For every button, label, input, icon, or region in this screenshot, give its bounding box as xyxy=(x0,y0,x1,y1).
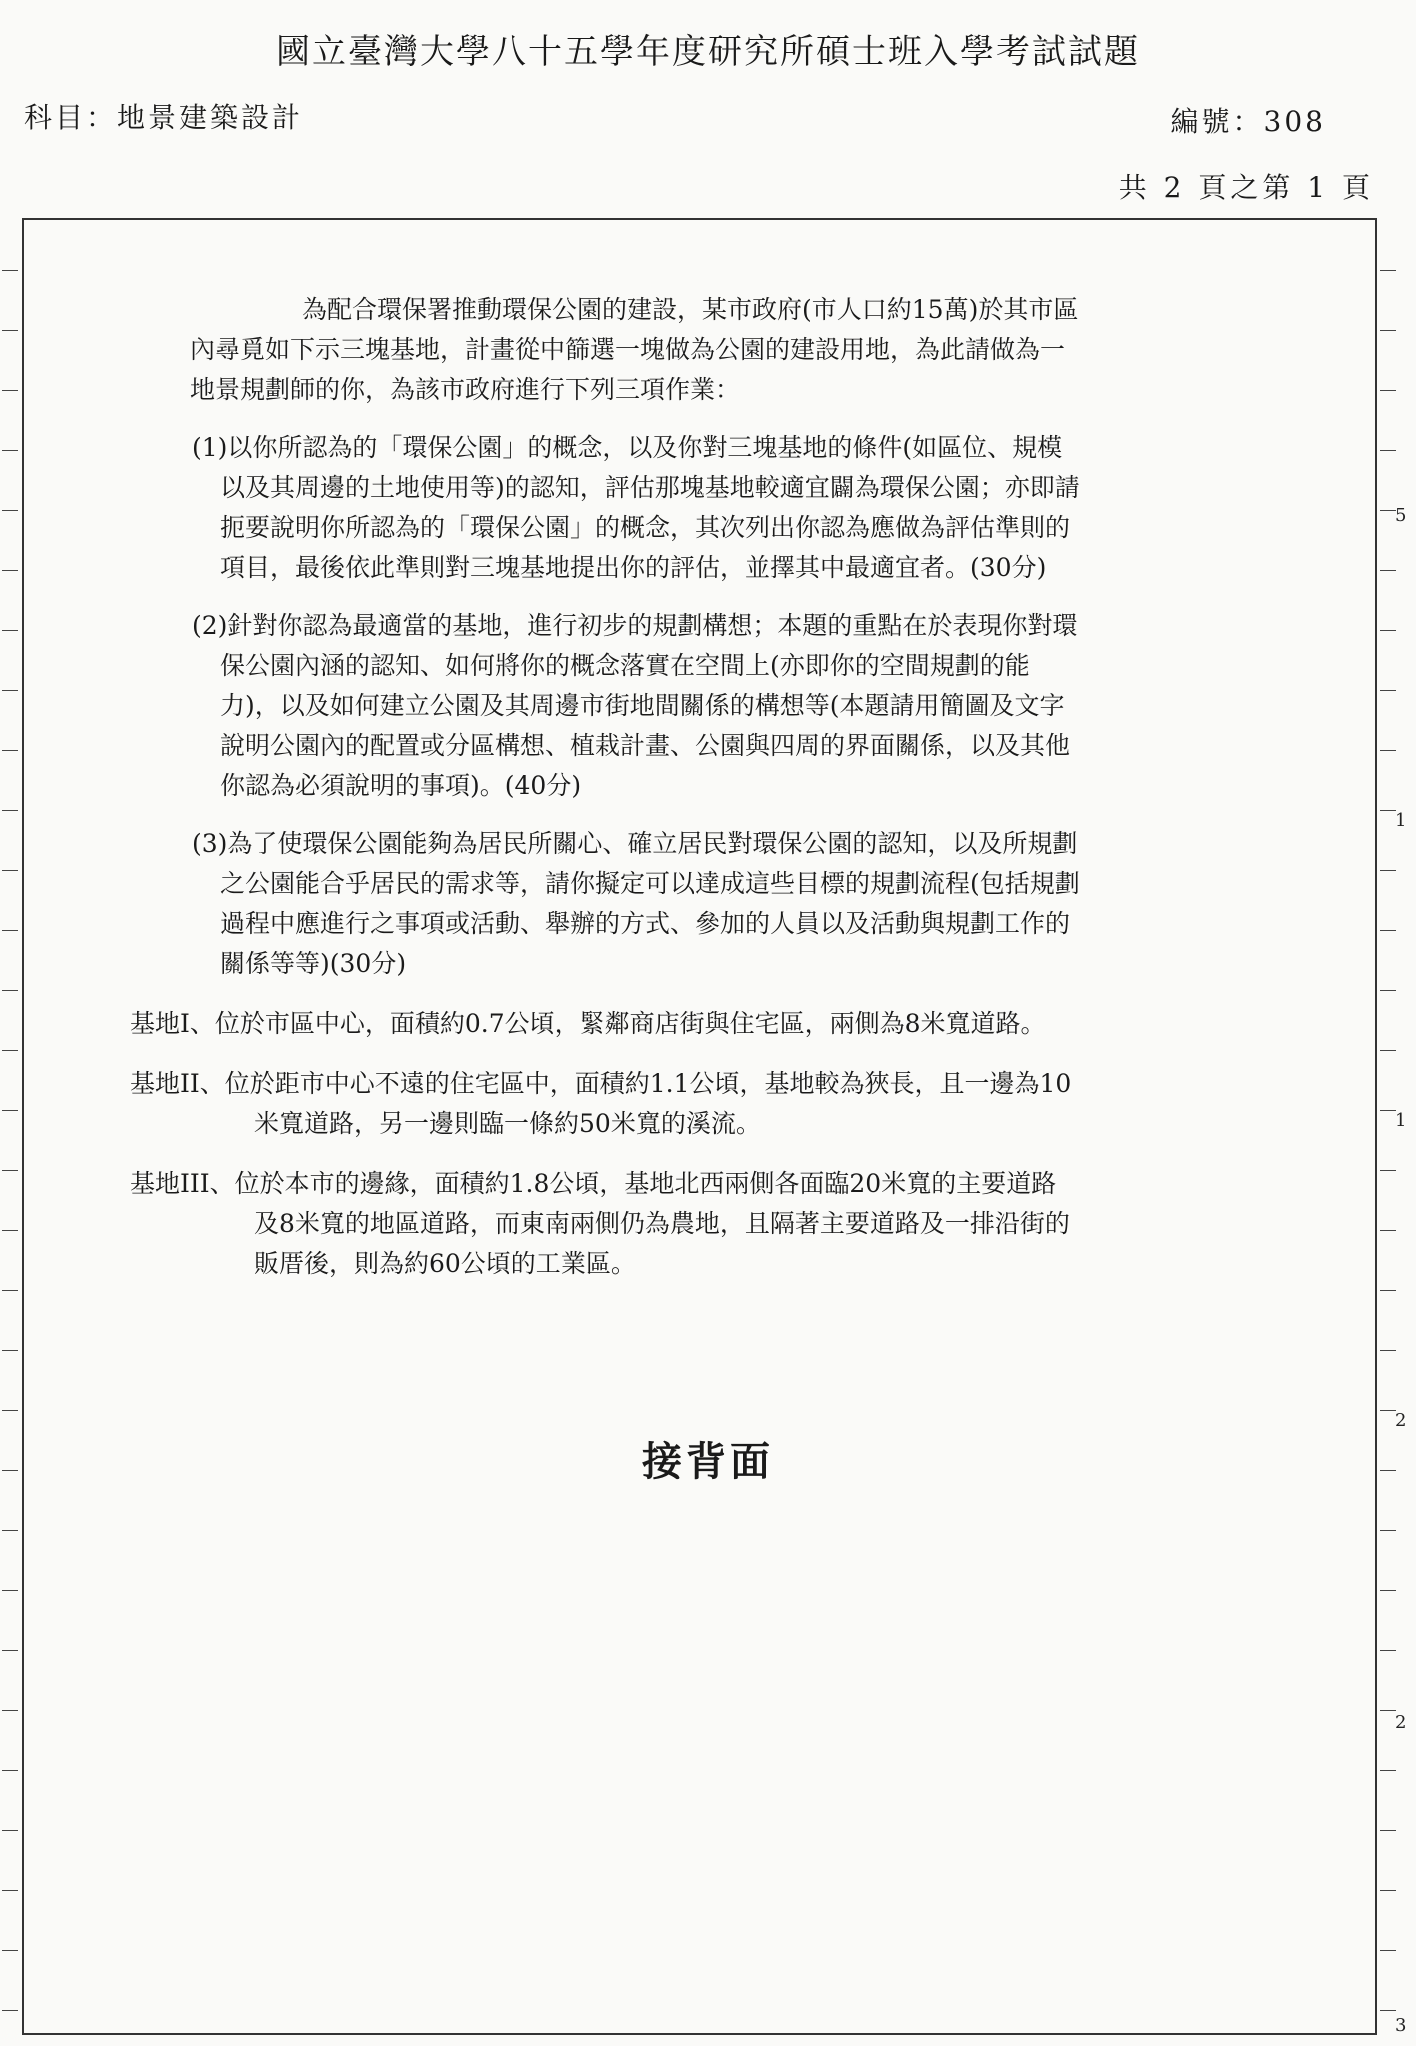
right-margin-tick xyxy=(1380,390,1396,391)
left-margin-tick xyxy=(2,870,18,871)
left-margin-tick xyxy=(2,1890,18,1891)
left-margin-tick xyxy=(2,1830,18,1831)
left-margin-tick xyxy=(2,930,18,931)
site-1: 基地I、位於市區中心，面積約0.7公頃，緊鄰商店街與住宅區，兩側為8米寬道路。 xyxy=(130,1009,1046,1038)
right-margin-tick xyxy=(1380,1650,1396,1651)
page-count: 共 2 頁之第 1 頁 xyxy=(1118,171,1374,204)
left-margin-tick xyxy=(2,810,18,811)
left-margin-tick xyxy=(2,630,18,631)
edge-number-4: 2 xyxy=(1395,1410,1407,1431)
exam-title: 國立臺灣大學八十五學年度研究所碩士班入學考試試題 xyxy=(276,32,1140,72)
right-margin-tick xyxy=(1380,1350,1396,1351)
left-margin-tick xyxy=(2,570,18,571)
right-margin-tick xyxy=(1380,990,1396,991)
left-margin-tick xyxy=(2,690,18,691)
left-margin-tick xyxy=(2,990,18,991)
edge-number-5: 2 xyxy=(1395,1712,1407,1733)
edge-number-3: 1 xyxy=(1395,1110,1407,1131)
left-margin-tick xyxy=(2,390,18,391)
right-margin-tick xyxy=(1380,330,1396,331)
right-margin-tick xyxy=(1380,1290,1396,1291)
right-margin-tick xyxy=(1380,690,1396,691)
left-margin-tick xyxy=(2,270,18,271)
question-body xyxy=(130,290,1080,1284)
continue-on-back-note: 接背面 xyxy=(642,1438,774,1485)
right-margin-tick xyxy=(1380,1110,1396,1111)
right-margin-tick xyxy=(1380,1410,1396,1411)
question-item-3: (3)為了使環保公園能夠為居民所關心、確立居民對環保公園的認知，以及所規劃之公園能合乎居民的需求等，請你擬定可以達成這些目標的規劃流程(包括規劃過程中應進行之事項或活動、舉辦的方式、參加的人員以及活動與規劃工作的關係等等)(30分) xyxy=(192,829,1080,978)
right-margin-tick xyxy=(1380,1230,1396,1231)
right-margin-tick xyxy=(1380,1950,1396,1951)
left-margin-tick xyxy=(2,1770,18,1771)
right-margin-tick xyxy=(1380,510,1396,511)
left-margin-tick xyxy=(2,2010,18,2011)
edge-number-6: 3 xyxy=(1395,2015,1407,2036)
question-item-1: (1)以你所認為的「環保公園」的概念，以及你對三塊基地的條件(如區位、規模以及其周邊的土地使用等)的認知，評估那塊基地較適宜闢為環保公園；亦即請扼要說明你所認為的「環保公園」的概念，其次列出你認為應做為評估準則的項目，最後依此準則對三塊基地提出你的評估，並擇其中最適宜者。(30分) xyxy=(192,433,1080,582)
right-margin-tick xyxy=(1380,930,1396,931)
left-margin-tick xyxy=(2,1650,18,1651)
edge-number-2: 1 xyxy=(1395,810,1407,831)
left-margin-tick xyxy=(2,1950,18,1951)
right-margin-tick xyxy=(1380,1830,1396,1831)
left-margin-tick xyxy=(2,1350,18,1351)
right-margin-tick xyxy=(1380,450,1396,451)
left-margin-tick xyxy=(2,750,18,751)
left-margin-tick xyxy=(2,1710,18,1711)
subject-label: 科目：地景建築設計 xyxy=(24,101,304,134)
site-2: 基地II、位於距市中心不遠的住宅區中，面積約1.1公頃，基地較為狹長，且一邊為10米寬道路，另一邊則臨一條約50米寬的溪流。 xyxy=(130,1069,1072,1138)
left-margin-tick xyxy=(2,1230,18,1231)
right-margin-tick xyxy=(1380,1170,1396,1171)
right-margin-tick xyxy=(1380,1890,1396,1891)
right-margin-tick xyxy=(1380,1710,1396,1711)
left-margin-tick xyxy=(2,1110,18,1111)
right-margin-tick xyxy=(1380,750,1396,751)
right-margin-tick xyxy=(1380,570,1396,571)
site-3: 基地III、位於本市的邊緣，面積約1.8公頃，基地北西兩側各面臨20米寬的主要道路及8米寬的地區道路，而東南兩側仍為農地，且隔著主要道路及一排沿街的販厝後，則為約60公頃的工業區。 xyxy=(130,1169,1070,1278)
right-margin-tick xyxy=(1380,270,1396,271)
left-margin-tick xyxy=(2,1290,18,1291)
question-item-2: (2)針對你認為最適當的基地，進行初步的規劃構想；本題的重點在於表現你對環保公園內涵的認知、如何將你的概念落實在空間上(亦即你的空間規劃的能力)，以及如何建立公園及其周邊市街地間關係的構想等(本題請用簡圖及文字說明公園內的配置或分區構想、植栽計畫、公園與四周的界面關係，以及其他你認為必須說明的事項)。(40分) xyxy=(192,611,1078,800)
right-margin-tick xyxy=(1380,810,1396,811)
left-margin-tick xyxy=(2,510,18,511)
left-margin-tick xyxy=(2,1170,18,1171)
intro-paragraph: 為配合環保署推動環保公園的建設，某市政府(市人口約15萬)於其市區內尋覓如下示三塊基地，計畫從中篩選一塊做為公園的建設用地，為此請做為一地景規劃師的你，為該市政府進行下列三項作業： xyxy=(190,295,1079,404)
right-margin-tick xyxy=(1380,1530,1396,1531)
left-margin-tick xyxy=(2,1590,18,1591)
right-margin-tick xyxy=(1380,1590,1396,1591)
left-margin-tick xyxy=(2,450,18,451)
right-margin-tick xyxy=(1380,870,1396,871)
left-margin-tick xyxy=(2,1050,18,1051)
right-margin-tick xyxy=(1380,2010,1396,2011)
right-margin-tick xyxy=(1380,1770,1396,1771)
left-margin-tick xyxy=(2,1530,18,1531)
left-margin-tick xyxy=(2,1410,18,1411)
right-margin-tick xyxy=(1380,1050,1396,1051)
edge-number-1: 5 xyxy=(1395,505,1407,526)
right-margin-tick xyxy=(1380,630,1396,631)
exam-code: 編號：308 xyxy=(1170,105,1326,138)
left-margin-tick xyxy=(2,330,18,331)
